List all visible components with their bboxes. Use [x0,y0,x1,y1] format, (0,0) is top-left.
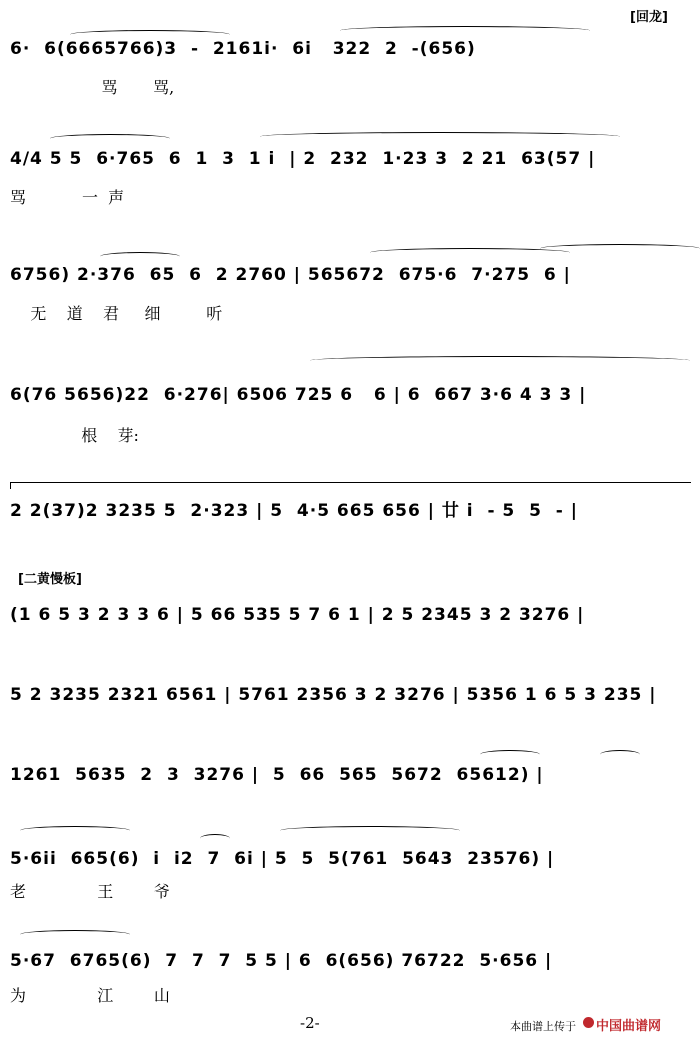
lyric-line: 骂 骂, [10,78,175,97]
notation-line: 6(76 5656)22 6·276| 6506 725 6 6 | 6 667 3·6 4 3 3 | [10,385,587,405]
score-row-5 [10,500,695,540]
score-row-2 [10,148,695,218]
upload-note: 本曲谱上传于 [510,1020,576,1033]
slur [50,134,170,143]
slur [600,750,640,759]
notation-line: 5·67 6765(6) 7 7 7 5 5 | 6 6(656) 76722 5·656 | [10,951,553,971]
notation-line: 5·6ii 665(6) i i2 7 6i | 5 5 5(761 5643 23576) | [10,849,555,869]
section-tag-huilong: [回龙] [630,10,668,25]
site-logo-icon [583,1017,594,1028]
slur [310,356,690,365]
notation-line: 6· 6(6665766)3 - 2161i· 6i 322 2 -(656) [10,39,476,59]
notation-line: 4/4 5 5 6·765 6 1 3 1 i | 2 232 1·23 3 2 21 63(57 | [10,149,596,169]
score-row-3 [10,264,695,334]
slur [280,826,460,835]
score-row-10 [10,950,695,1020]
phrase-bracket [10,482,691,489]
notation-line: 6756) 2·376 65 6 2 2760 | 565672 675·6 7·275 6 | [10,265,571,285]
lyric-line: 为 江 山 [10,986,170,1005]
section-tag-erhuang-manban: [二黄慢板] [18,572,82,587]
page-number: -2- [300,1014,320,1032]
slur [200,834,230,843]
notation-line: 5 2 3235 2321 6561 | 5761 2356 3 2 3276 | 5356 1 6 5 3 235 | [10,685,657,705]
notation-line: 1261 5635 2 3 3276 | 5 66 565 5672 65612) | [10,765,544,785]
slur [100,252,180,261]
site-name: 中国曲谱网 [596,1019,662,1034]
slur [480,750,540,759]
score-row-7 [10,684,695,724]
slur [540,244,700,253]
notation-line: (1 6 5 3 2 3 3 6 | 5 66 535 5 7 6 1 | 2 5 2345 3 2 3276 | [10,605,585,625]
lyric-line: 无 道 君 细 听 [10,304,223,323]
score-row-4 [10,384,695,454]
slur [340,26,590,35]
notation-line: 2 2(37)2 3235 5 2·323 | 5 4·5 665 656 | 廿 i - 5 5 - | [10,501,578,521]
score-row-6 [10,604,695,644]
lyric-line: 老 王 爷 [10,882,170,901]
lyric-line: 骂 一 声 [10,188,125,207]
lyric-line: 根 芽: [10,426,139,445]
score-row-1 [10,38,695,108]
slur [20,826,130,835]
score-row-8 [10,764,695,804]
slur [20,930,130,939]
slur [260,132,620,141]
score-row-9 [10,848,695,918]
